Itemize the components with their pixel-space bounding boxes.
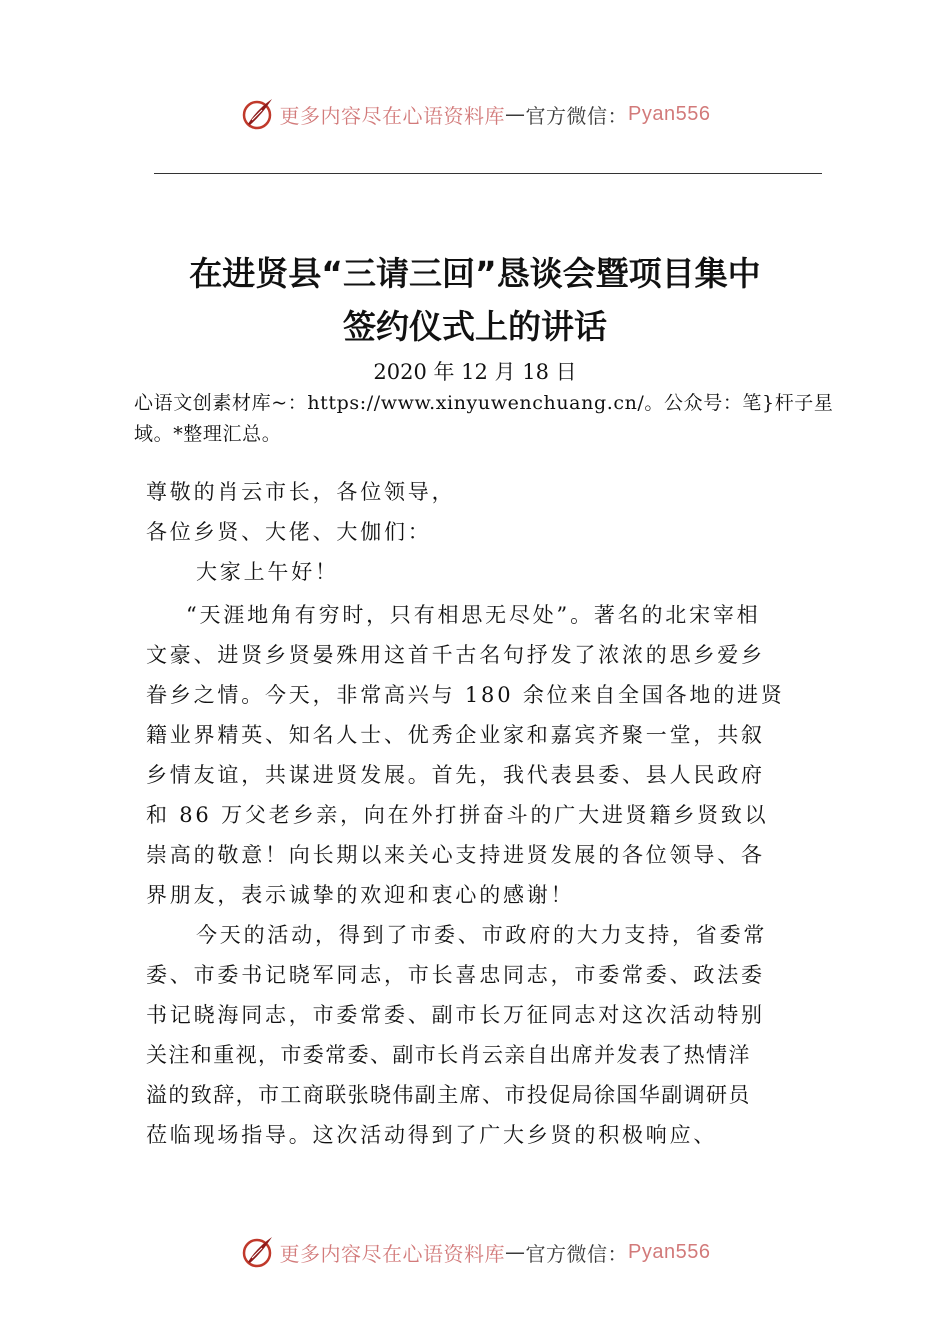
- body-line: 关注和重视，市委常委、副市长肖云亲自出席并发表了热情洋: [146, 1043, 751, 1067]
- body-line: 崇高的敬意！向长期以来关心支持进贤发展的各位领导、各: [146, 843, 765, 867]
- document-title-line-1: 在进贤县“三请三回”恳谈会暨项目集中: [189, 254, 761, 293]
- body-line: 委、市委书记晓军同志，市长喜忠同志，市委常委、政法委: [146, 963, 765, 987]
- header-divider: [154, 173, 822, 174]
- banner-wechat-id: Pyan556: [628, 1240, 711, 1263]
- document-date: 2020 年 12 月 18 日: [373, 360, 577, 384]
- body-line: 溢的致辞，市工商联张晓伟副主席、市投促局徐国华副调研员: [146, 1083, 751, 1107]
- quill-logo-icon: [240, 96, 276, 132]
- header-banner: [0, 94, 950, 134]
- banner-wechat-id: Pyan556: [628, 102, 711, 125]
- banner-dash: —: [505, 102, 526, 126]
- body-line: 眷乡之情。今天，非常高兴与 180 余位来自全国各地的进贤: [146, 683, 785, 707]
- body-line: “天涯地角有穷时，只有相思无尽处”。著名的北宋宰相: [186, 603, 761, 627]
- banner-dash: —: [505, 1240, 526, 1264]
- banner-label: 官方微信：: [525, 103, 629, 128]
- document-title-line-2: 签约仪式上的讲话: [343, 307, 607, 346]
- body-line: 和 86 万父老乡亲，向在外打拼奋斗的广大进贤籍乡贤致以: [146, 803, 769, 827]
- banner-text: 更多内容尽在心语资料库: [279, 103, 506, 128]
- quill-logo-icon: [240, 1234, 276, 1270]
- body-line: 文豪、进贤乡贤晏殊用这首千古名句抒发了浓浓的思乡爱乡: [146, 643, 765, 667]
- body-line: 尊敬的肖云市长，各位领导，: [146, 480, 456, 504]
- banner-text: 更多内容尽在心语资料库: [279, 1241, 506, 1266]
- body-line: 籍业界精英、知名人士、优秀企业家和嘉宾齐聚一堂，共叙: [146, 723, 765, 747]
- body-line: 大家上午好！: [196, 560, 339, 584]
- body-line: 书记晓海同志，市委常委、副市长万征同志对这次活动特别: [146, 1003, 765, 1027]
- banner-label: 官方微信：: [525, 1241, 629, 1266]
- body-line: 莅临现场指导。这次活动得到了广大乡贤的积极响应、: [146, 1123, 718, 1147]
- body-line: 今天的活动，得到了市委、市政府的大力支持，省委常: [196, 923, 768, 947]
- body-line: 乡情友谊，共谋进贤发展。首先，我代表县委、县人民政府: [146, 763, 765, 787]
- footer-banner: [0, 1232, 950, 1272]
- body-line: 各位乡贤、大佬、大伽们：: [146, 520, 432, 544]
- source-note: 心语文创素材库~：https://www.xinyuwenchuang.cn/。公众号：笔}杆子星域。*整理汇总。: [134, 392, 834, 445]
- body-line: 界朋友，表示诚挚的欢迎和衷心的感谢！: [146, 883, 575, 907]
